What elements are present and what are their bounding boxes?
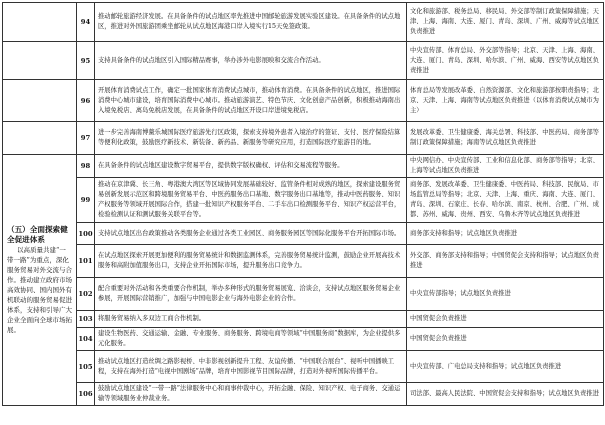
row-number: 94 [77, 3, 95, 42]
measure-cell: 进一步完善海南博鳌乐城国际医疗旅游先行区政策，探索支持境外患者入境治疗的签证、支付、医疗保险结算等便利化政策，鼓励医疗新技术、新装备、新药品、新服务等研究应用，打造国际医疗旅游目的地。 [95, 122, 407, 155]
policy-table [2, 2, 604, 406]
department-cell: 中国贸促会负责推进 [407, 328, 604, 351]
table-row [3, 178, 604, 223]
measure-cell: 支持具备条件的试点地区引入国际精品赛事，举办涉外电影展映和交流合作活动。 [95, 42, 407, 80]
department-cell: 司法部、最高人民法院、中国贸促会支持和指导；试点地区负责推进 [407, 383, 604, 406]
category-cell-empty [3, 122, 77, 155]
measure-cell: 将服务贸易纳入多双边工商合作机制。 [95, 311, 407, 328]
table-row [3, 155, 604, 178]
table-row [3, 122, 604, 155]
measure-cell: 在试点地区探索开展更加便利的服务贸易统计和数据监测体系，完善服务贸易统计监测，鼓励企业开展高技术服务和高附加值服务出口，支持企业开拓国际市场，提升服务出口竞争力。 [95, 245, 407, 278]
measure-cell: 建设生物医药、交通运输、金融、专业服务、商务服务、跨境电商等领域“中国服务商”数据库，为企业提供多元化服务。 [95, 328, 407, 351]
department-cell: 中央网信办、中央宣传部、工业和信息化部、商务部等指导；北京、上海等试点地区负责推进 [407, 155, 604, 178]
department-cell: 中央宣传部、体育总局、外交部等指导；北京、天津、上海、海南、大连、厦门、青岛、深圳、哈尔滨、广州、威海、西安等试点地区负责推进 [407, 42, 604, 80]
row-number: 102 [77, 278, 95, 311]
table-row [3, 42, 604, 80]
category-cell-empty [3, 3, 77, 42]
table-row [3, 245, 604, 278]
table-row [3, 383, 604, 406]
category-cell-empty [3, 80, 77, 122]
row-number: 100 [77, 223, 95, 245]
category-description: 以高质量共建“一带一路”为重点，深化服务贸易对外交流与合作。推动建立政府市场高效协同、国内国外有机联动的服务贸易促进体系，支持和引导广大企业全面向全球市场拓展。 [7, 246, 72, 334]
category-cell [3, 155, 77, 406]
department-cell: 商务部支持和指导；试点地区负责推进 [407, 223, 604, 245]
row-number: 104 [77, 328, 95, 351]
department-cell: 中央宣传部指导；试点地区负责推进 [407, 278, 604, 311]
row-number: 103 [77, 311, 95, 328]
table-row [3, 278, 604, 311]
row-number: 96 [77, 80, 95, 122]
row-number: 95 [77, 42, 95, 80]
row-number: 99 [77, 178, 95, 223]
measure-cell: 配合重要对外活动和各类重要合作机制，举办多种形式的服务贸易展览、洽谈会，支持试点地区服务贸易企业参展，开展国际营销推广，加强与中国电影企业与海外电影企业的合作。 [95, 278, 407, 311]
department-cell: 外交部、商务部支持和指导；中国贸促会支持和指导；试点地区负责推进 [407, 245, 604, 278]
department-cell: 中国贸促会负责推进 [407, 311, 604, 328]
category-cell-empty [3, 42, 77, 80]
department-cell: 文化和旅游部、税务总局、移民局、外交部等制订政策保障措施；天津、上海、海南、大连、厦门、青岛、深圳、广州、威海等试点地区负责推进 [407, 3, 604, 42]
measure-cell: 在具备条件的试点地区建设数字贸易平台，提供数字版权确权、评估和交易流程等服务。 [95, 155, 407, 178]
table-row [3, 3, 604, 42]
measure-cell: 推动试点地区打造丝绸之路影视桥、中非影视创新提升工程、友谊传播、“中国联合展台”、视听中国播映工程，支持在海外打造“电视中国剧场”品牌，培育中国影视节目国际品牌，打造对外视听国际传播平台。 [95, 351, 407, 383]
table-row [3, 351, 604, 383]
measure-cell: 推动在京津冀、长三角、粤港澳大湾区等区域协同发展基础较好、监管条件相对成熟的地区，探索建设服务贸易创新发展示范区和跨境服务贸易平台、中医药服务出口基地、数字服务出口基地等，推动中医药服务、知识产权服务等领域开展国际合作，搭建一批知识产权服务平台、二手车出口检测服务平台、知识产权运营平台，检验检测认证和测试服务关联平台等。 [95, 178, 407, 223]
department-cell: 中央宣传部、广电总局支持和指导；试点地区负责推进 [407, 351, 604, 383]
table-row [3, 223, 604, 245]
measure-cell: 鼓励试点地区建设“一带一路”法律服务中心和商事仲裁中心，开拓金融、保险、知识产权、电子商务、交通运输等领域服务业仲裁业务。 [95, 383, 407, 406]
table-row [3, 328, 604, 351]
department-cell: 商务部、发展改革委、卫生健康委、中医药局、科技部、民航局、市场监管总局等指导；北京、天津、上海、重庆、海南、大连、厦门、青岛、深圳、石家庄、长春、哈尔滨、南京、杭州、合肥、广州、成都、苏州、威海、贵州、西安、乌鲁木齐等试点地区负责推进 [407, 178, 604, 223]
department-cell: 体育总局等发展改革委、自然资源部、文化和旅游部按职责指导；北京、天津、上海、海南等试点地区负责推进（以体育消费试点城市为主） [407, 80, 604, 122]
table-row [3, 80, 604, 122]
row-number: 97 [77, 122, 95, 155]
row-number: 98 [77, 155, 95, 178]
table-row [3, 311, 604, 328]
measure-cell: 支持试点地区出台政策推动各类服务企业通过各类工业园区、商务服务园区等国际化服务平台开拓国际市场。 [95, 223, 407, 245]
row-number: 106 [77, 383, 95, 406]
measure-cell: 推动邮轮旅游经济发展。在具备条件的试点地区率先推进中国邮轮旅游发展实验区建设。在具备条件的试点地区，推进对外国旅游团乘坐邮轮从试点地区海港口岸入境实行15天免签政策。 [95, 3, 407, 42]
department-cell: 发展改革委、卫生健康委、海关总署、科技部、中医药局、商务部等制订政策保障措施；海南等试点地区负责推进 [407, 122, 604, 155]
measure-cell: 开展体育消费试点工作，确定一批国家体育消费试点城市，推动体育消费。在具备条件的试点地区，推进国际消费中心城市建设，培育国际消费中心城市。推动旅游演艺、特色节庆、文化创意产品创新，积极推动海南出入境免税店、离岛免税店发展，在具备条件的试点地区开设口岸进境免税店。 [95, 80, 407, 122]
row-number: 105 [77, 351, 95, 383]
category-heading: （五）全面探索健全促进体系 [7, 225, 68, 244]
row-number: 101 [77, 245, 95, 278]
